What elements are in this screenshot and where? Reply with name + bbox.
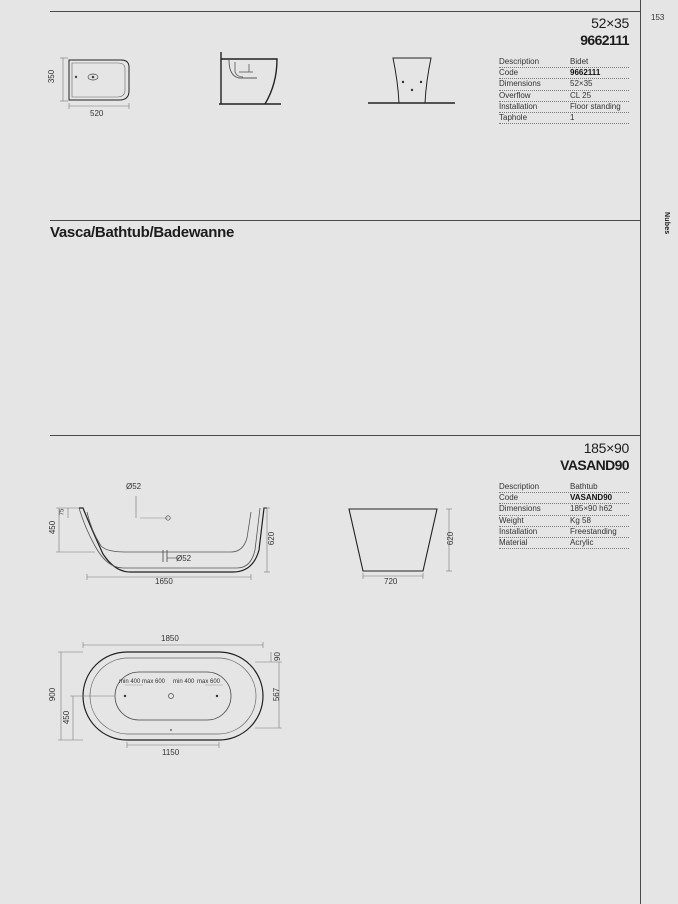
spec-row: Taphole 1	[499, 113, 629, 124]
bathtub-side-height-label: 620	[446, 531, 456, 546]
bidet-code-title: 9662111	[580, 32, 629, 48]
spec-row: Material Acrylic	[499, 538, 629, 549]
bathtub-plan-view-drawing	[55, 640, 290, 750]
bidet-dimensions-title: 52×35	[591, 15, 629, 31]
bidet-side-view-drawing	[215, 50, 285, 110]
bathtub-overflow-dia-label: Ø52	[126, 482, 142, 491]
bathtub-plan-inner-label: 567	[272, 687, 282, 702]
spec-row: Description Bidet	[499, 57, 629, 68]
spec-row: Installation Freestanding	[499, 527, 629, 538]
bidet-depth-label: 350	[47, 69, 57, 84]
bidet-top-rule	[50, 11, 640, 12]
bathtub-spec-table	[499, 482, 629, 549]
page-number: 153	[651, 13, 665, 22]
spec-row: Weight Kg 58	[499, 516, 629, 527]
bathtub-dimensions-title: 185×90	[583, 440, 629, 456]
spec-row: Code 9662111	[499, 68, 629, 79]
bathtub-front-view-drawing	[55, 488, 280, 588]
bathtub-code-title: VASAND90	[560, 457, 629, 473]
bathtub-plan-max-right: max 600	[197, 679, 221, 685]
page-right-border	[640, 0, 641, 904]
brand-label: Nubes	[663, 212, 670, 235]
spec-row: Installation Floor standing	[499, 102, 629, 113]
section-top-rule	[50, 220, 640, 221]
spec-row: Overflow CL 25	[499, 91, 629, 102]
bathtub-plan-min-left: min 400	[119, 679, 141, 685]
bathtub-plan-half-label: 450	[62, 710, 72, 725]
bathtub-plan-max-left: max 600	[142, 679, 166, 685]
bathtub-plan-base-label: 1150	[162, 748, 180, 757]
bidet-top-view-drawing	[55, 55, 135, 115]
bathtub-plan-end-label: 90	[272, 652, 282, 661]
bathtub-inner-height-label: 450	[48, 520, 58, 535]
spec-row: Dimensions 185×90 h62	[499, 504, 629, 515]
bidet-width-label: 520	[90, 109, 104, 118]
bathtub-front-height-label: 620	[267, 531, 277, 546]
bathtub-plan-length-label: 1850	[161, 634, 179, 643]
bathtub-plan-min-right: min 400	[173, 679, 195, 685]
bathtub-drain-dia-label: Ø52	[176, 554, 192, 563]
spec-row: Dimensions 52×35	[499, 79, 629, 90]
bathtub-length-label: 1650	[155, 577, 173, 586]
bathtub-top-rule	[50, 435, 640, 436]
bathtub-plan-width-label: 900	[48, 687, 58, 702]
spec-row: Description Bathtub	[499, 482, 629, 493]
bidet-back-view-drawing	[365, 52, 457, 110]
bidet-spec-table	[499, 57, 629, 124]
spec-row: Code VASAND90	[499, 493, 629, 504]
bathtub-rim-label: 75	[59, 508, 66, 516]
bathtub-side-width-label: 720	[384, 577, 398, 586]
section-title: Vasca/Bathtub/Badewanne	[50, 224, 234, 241]
